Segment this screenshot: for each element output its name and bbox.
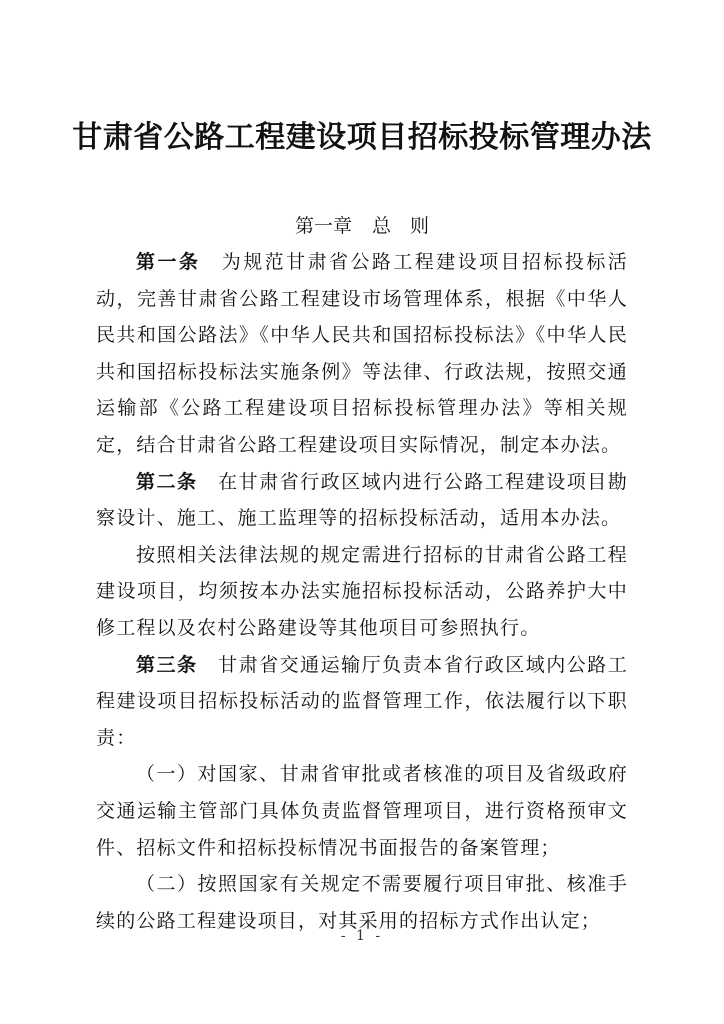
paragraph-item-1 [96,756,628,866]
chapter-label: 第一章 [294,215,352,237]
paragraph-text: （一）对国家、甘肃省审批或者核准的项目及省级政府交通运输主管部门具体负责监督管理项目，进行资格预审文件、招标文件和招标投标情况书面报告的备案管理； [96,763,628,859]
paragraph-text: 甘肃省交通运输厅负责本省行政区域内公路工程建设项目招标投标活动的监督管理工作，依法履行以下职责： [96,653,628,749]
document-body [96,244,628,939]
paragraph-text: （二）按照国家有关规定不需要履行项目审批、核准手续的公路工程建设项目，对其采用的招标方式作出认定； [96,873,628,932]
paragraph-text: 在甘肃省行政区域内进行公路工程建设项目勘察设计、施工、施工监理等的招标投标活动，适用本办法。 [96,470,628,530]
paragraph-text: 按照相关法律法规的规定需进行招标的甘肃省公路工程建设项目，均须按本办法实施招标投标活动，公路养护大中修工程以及农村公路建设等其他项目可参照执行。 [96,543,628,639]
page-number: - 1 - [340,928,384,944]
paragraph-text: 为规范甘肃省公路工程建设项目招标投标活动，完善甘肃省公路工程建设市场管理体系，根据《中华人民共和国公路法》《中华人民共和国招标投标法》《中华人民共和国招标投标法实施条例》等法律、行政法规，按照交通运输部《公路工程建设项目招标投标管理办法》等相关规定，结合甘肃省公路工程建设项目实际情况，制定本办法。 [96,251,628,456]
article-label: 第三条 [136,653,198,676]
paragraph-article-2-cont [96,537,628,647]
chapter-heading [0,212,724,240]
article-label: 第二条 [136,470,198,493]
chapter-name: 总 则 [372,215,430,237]
paragraph-article-3 [96,647,628,757]
paragraph-article-1 [96,244,628,464]
article-label: 第一条 [136,251,201,273]
document-title: 甘肃省公路工程建设项目招标投标管理办法 [72,120,652,155]
paragraph-article-2 [96,464,628,537]
